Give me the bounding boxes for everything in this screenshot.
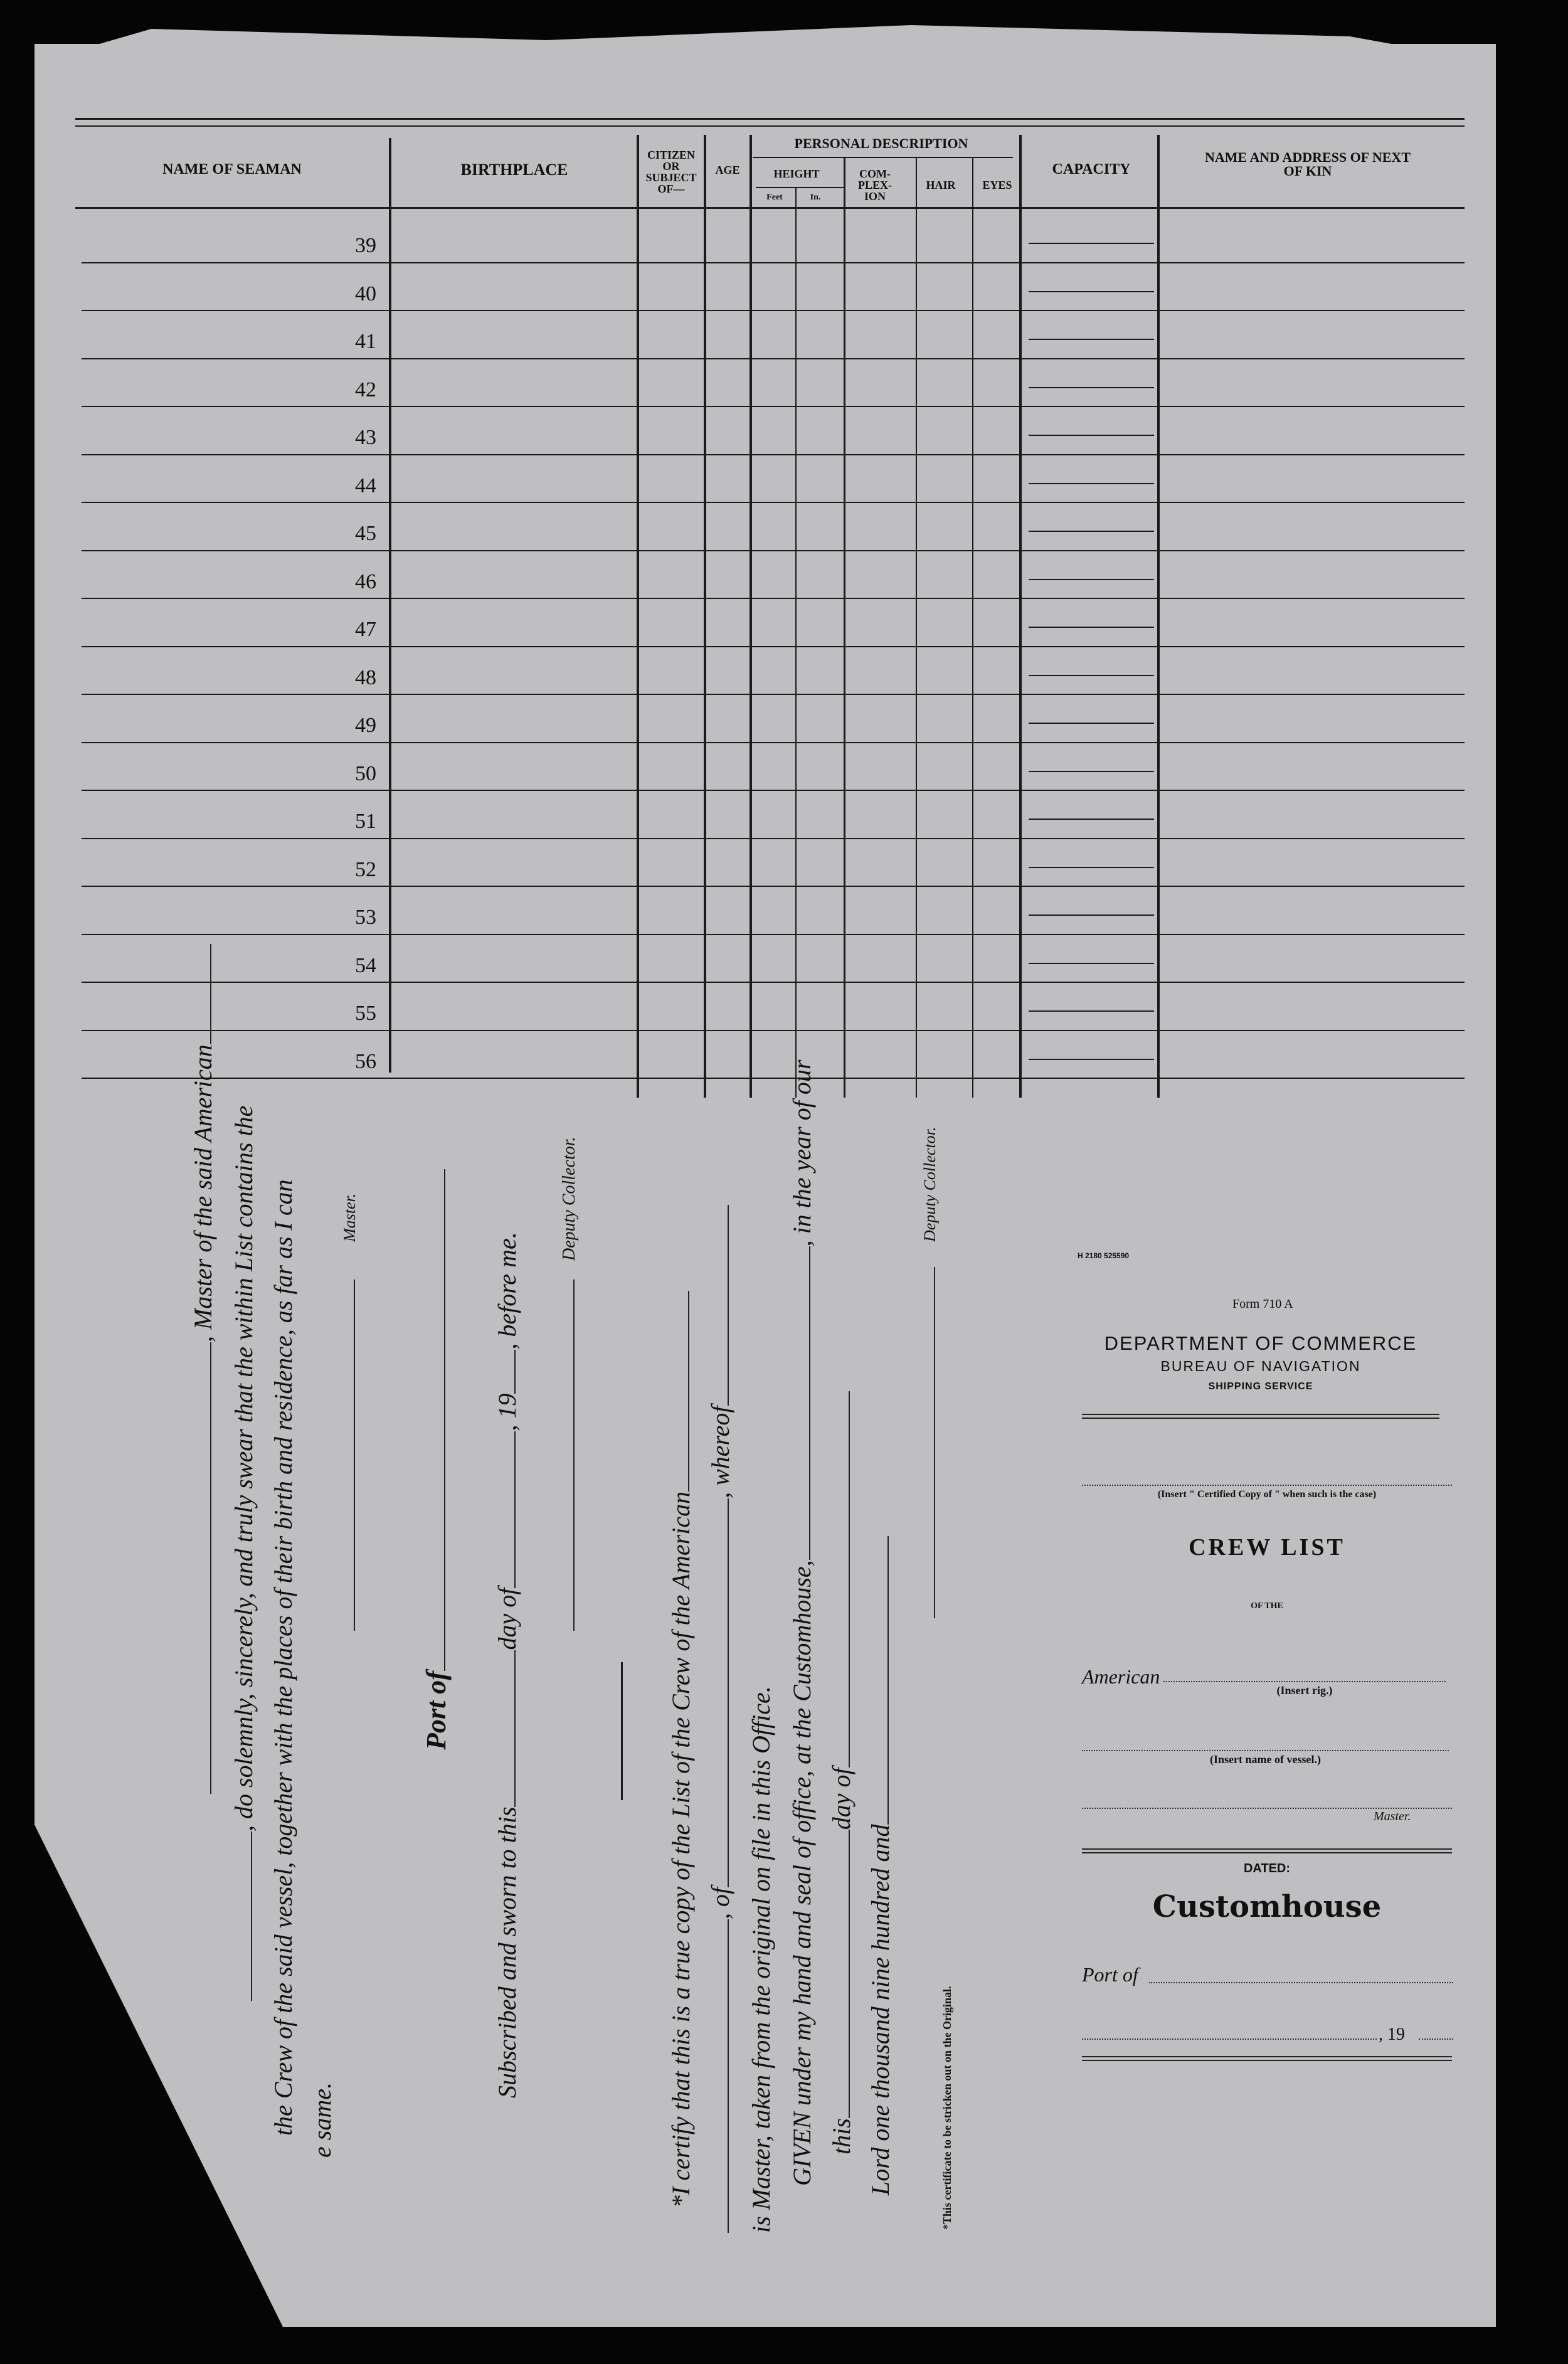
top-rule <box>75 118 1465 120</box>
row-sub-rule <box>1029 1010 1154 1012</box>
row-number: 52 <box>355 857 376 881</box>
row-rule <box>82 886 1465 887</box>
row-sub-rule <box>1029 963 1154 964</box>
form-rule-3 <box>1082 1847 1452 1850</box>
row-number: 39 <box>355 234 376 257</box>
port-line <box>1149 1981 1453 1983</box>
row-sub-rule <box>1029 867 1154 868</box>
subscribed-year: , 19 <box>493 1393 521 1431</box>
master-label: Master. <box>341 1193 359 1242</box>
col-line-hair <box>972 157 973 1098</box>
insert-vessel-note: (Insert name of vessel.) <box>1210 1753 1321 1766</box>
port-of-line <box>420 1169 452 1750</box>
row-sub-rule <box>1029 675 1154 676</box>
given-text: GIVEN under my hand and seal of office, at the Customhouse, <box>788 1560 816 2186</box>
deputy-collector-2 <box>913 1127 940 1618</box>
subscribed-text: Subscribed and sworn to this <box>493 1806 521 2098</box>
row-sub-rule <box>1029 1059 1154 1060</box>
row-rule <box>82 454 1465 455</box>
row-number: 47 <box>355 618 376 641</box>
header-next-of-kin: NAME AND ADDRESS OF NEXT OF KIN <box>1204 149 1411 179</box>
row-sub-rule <box>1029 291 1154 292</box>
form-rule-5 <box>1082 2055 1452 2057</box>
port-of-label: Port of <box>421 1671 452 1750</box>
row-sub-rule <box>1029 531 1154 532</box>
subscribed-before: , before me. <box>493 1232 521 1350</box>
row-sub-rule <box>1029 771 1154 772</box>
lord-text: Lord one thousand nine hundred and <box>866 1824 894 2195</box>
footnote-text: *This certificate to be stricken out on the Original. <box>941 1986 953 2230</box>
row-number: 51 <box>355 810 376 833</box>
lord-line <box>866 1536 895 2195</box>
row-rule <box>82 742 1465 743</box>
header-eyes: EYES <box>982 179 1012 191</box>
row-rule <box>82 598 1465 599</box>
oath-text-4: e same. <box>308 2082 336 2158</box>
row-rule <box>82 790 1465 791</box>
row-sub-rule <box>1029 435 1154 436</box>
this-text: this <box>827 2118 856 2155</box>
oath-line-4 <box>307 2082 337 2158</box>
row-rule <box>82 262 1465 263</box>
date-line <box>1082 2037 1377 2040</box>
row-number: 43 <box>355 426 376 449</box>
header-inches: In. <box>810 193 821 202</box>
row-number: 50 <box>355 761 376 785</box>
col-line-birthplace <box>637 135 639 1098</box>
oath-line-1 <box>188 944 218 1794</box>
row-rule <box>82 694 1465 695</box>
form-master-label: Master. <box>1374 1810 1411 1823</box>
deputy-label-1: Deputy Collector. <box>559 1137 579 1261</box>
row-rule <box>82 838 1465 839</box>
header-bottom-rule <box>75 207 1465 209</box>
row-number: 55 <box>355 1002 376 1025</box>
row-sub-rule <box>1029 627 1154 628</box>
row-sub-rule <box>1029 819 1154 820</box>
certify-line <box>666 1291 696 2208</box>
certify-text: *I certify that this is a true copy of the List of the Crew of the American <box>667 1491 695 2208</box>
year-label: , 19 <box>1379 2025 1405 2044</box>
form-rule-6 <box>1082 2059 1452 2061</box>
row-rule <box>82 982 1465 983</box>
header-citizen: CITIZEN OR SUBJECT OF— <box>645 149 697 195</box>
form-rule-4 <box>1082 1851 1452 1853</box>
row-number: 56 <box>355 1049 376 1073</box>
subscribed-line <box>492 1232 522 2098</box>
row-rule <box>82 646 1465 647</box>
rig-line <box>1163 1680 1446 1682</box>
top-rule-2 <box>75 125 1465 127</box>
row-rule <box>82 934 1465 935</box>
row-sub-rule <box>1029 723 1154 724</box>
header-name-of-seaman: NAME OF SEAMAN <box>162 161 302 178</box>
master-taken-text: is Master, taken from the original on file in this Office. <box>747 1686 775 2233</box>
personal-desc-rule <box>753 157 1013 158</box>
year-of-our-text: , in the year of our <box>788 1059 816 1247</box>
form-rule-2 <box>1082 1416 1439 1419</box>
row-rule <box>82 358 1465 359</box>
col-line-inches <box>844 157 845 1098</box>
row-sub-rule <box>1029 914 1154 916</box>
port-of-label-form: Port of <box>1082 1963 1138 1986</box>
col-line-name <box>389 138 391 1073</box>
row-rule <box>82 1078 1465 1079</box>
row-sub-rule <box>1029 387 1154 388</box>
row-number: 46 <box>355 570 376 593</box>
row-number: 40 <box>355 282 376 305</box>
master-line <box>1082 1806 1452 1809</box>
master-signature <box>332 1194 359 1631</box>
deputy-collector-1 <box>552 1137 580 1631</box>
row-rule <box>82 550 1465 551</box>
row-rule <box>82 1030 1465 1031</box>
row-number: 45 <box>355 522 376 545</box>
oath-line-3 <box>268 1179 298 2136</box>
row-number: 41 <box>355 330 376 353</box>
row-number: 42 <box>355 378 376 401</box>
col-line-complexion <box>916 157 917 1098</box>
master-taken-line <box>746 1686 776 2233</box>
form-rule-1 <box>1082 1413 1439 1415</box>
insert-certified-note: (Insert " Certified Copy of " when such is the case) <box>1157 1489 1377 1500</box>
service-title: SHIPPING SERVICE <box>1208 1381 1313 1392</box>
row-sub-rule <box>1029 339 1154 340</box>
header-complexion: COM- PLEX- ION <box>858 167 892 203</box>
deputy-label-2: Deputy Collector. <box>921 1126 939 1242</box>
row-number: 48 <box>355 665 376 689</box>
row-rule <box>82 310 1465 311</box>
header-age: AGE <box>715 164 740 176</box>
oath-text-1: , Master of the said American <box>189 1044 217 1342</box>
header-height: HEIGHT <box>773 167 820 180</box>
row-sub-rule <box>1029 483 1154 484</box>
height-rule <box>756 187 844 188</box>
row-sub-rule <box>1029 579 1154 580</box>
vessel-name-line <box>1082 1749 1449 1751</box>
header-birthplace: BIRTHPLACE <box>460 161 568 179</box>
year-line <box>1419 2037 1453 2040</box>
header-feet: Feet <box>766 193 783 202</box>
american-label: American <box>1082 1665 1160 1688</box>
col-line-feet <box>795 188 797 1098</box>
day-of-text: day of <box>827 1768 856 1830</box>
bureau-title: BUREAU OF NAVIGATION <box>1160 1358 1361 1374</box>
crew-list-title: CREW LIST <box>1189 1534 1345 1561</box>
row-rule <box>82 502 1465 503</box>
row-number: 53 <box>355 906 376 929</box>
col-line-capacity <box>1157 135 1160 1098</box>
row-number: 44 <box>355 474 376 497</box>
oath-text-2: , do solemnly, sincerely, and truly swear that the within List contains the <box>230 1105 258 1831</box>
form-number: Form 710 A <box>1232 1297 1293 1311</box>
dated-label: DATED: <box>1243 1862 1291 1875</box>
footnote <box>941 1986 954 2230</box>
row-number: 54 <box>355 953 376 977</box>
row-rule <box>82 406 1465 407</box>
given-line <box>787 1060 817 2186</box>
col-line-citizen <box>704 135 706 1098</box>
oath-divider <box>621 1662 623 1800</box>
whereof-text: , whereof <box>706 1406 734 1498</box>
header-hair: HAIR <box>926 179 956 191</box>
customhouse-title: Customhouse <box>1152 1889 1382 1924</box>
of-text: , of <box>706 1887 734 1919</box>
certified-copy-line <box>1082 1483 1452 1486</box>
this-day-line <box>827 1391 856 2155</box>
of-the-label: OF THE <box>1251 1601 1283 1611</box>
header-personal-description: PERSONAL DESCRIPTION <box>794 135 968 151</box>
header-capacity: CAPACITY <box>1052 161 1131 178</box>
col-line-eyes <box>1019 135 1022 1098</box>
row-sub-rule <box>1029 243 1154 244</box>
form-code: H 2180 525590 <box>1078 1251 1130 1260</box>
row-number: 49 <box>355 714 376 737</box>
col-line-age <box>750 135 752 1098</box>
of-whereof-line <box>706 1205 735 2233</box>
department-title: DEPARTMENT OF COMMERCE <box>1104 1332 1417 1354</box>
insert-rig-note: (Insert rig.) <box>1276 1684 1333 1697</box>
oath-text-3: the Crew of the said vessel, together with the places of their birth and residence, as far as I can <box>269 1179 297 2136</box>
subscribed-day: day of <box>493 1587 521 1650</box>
oath-line-2 <box>229 1106 258 2001</box>
